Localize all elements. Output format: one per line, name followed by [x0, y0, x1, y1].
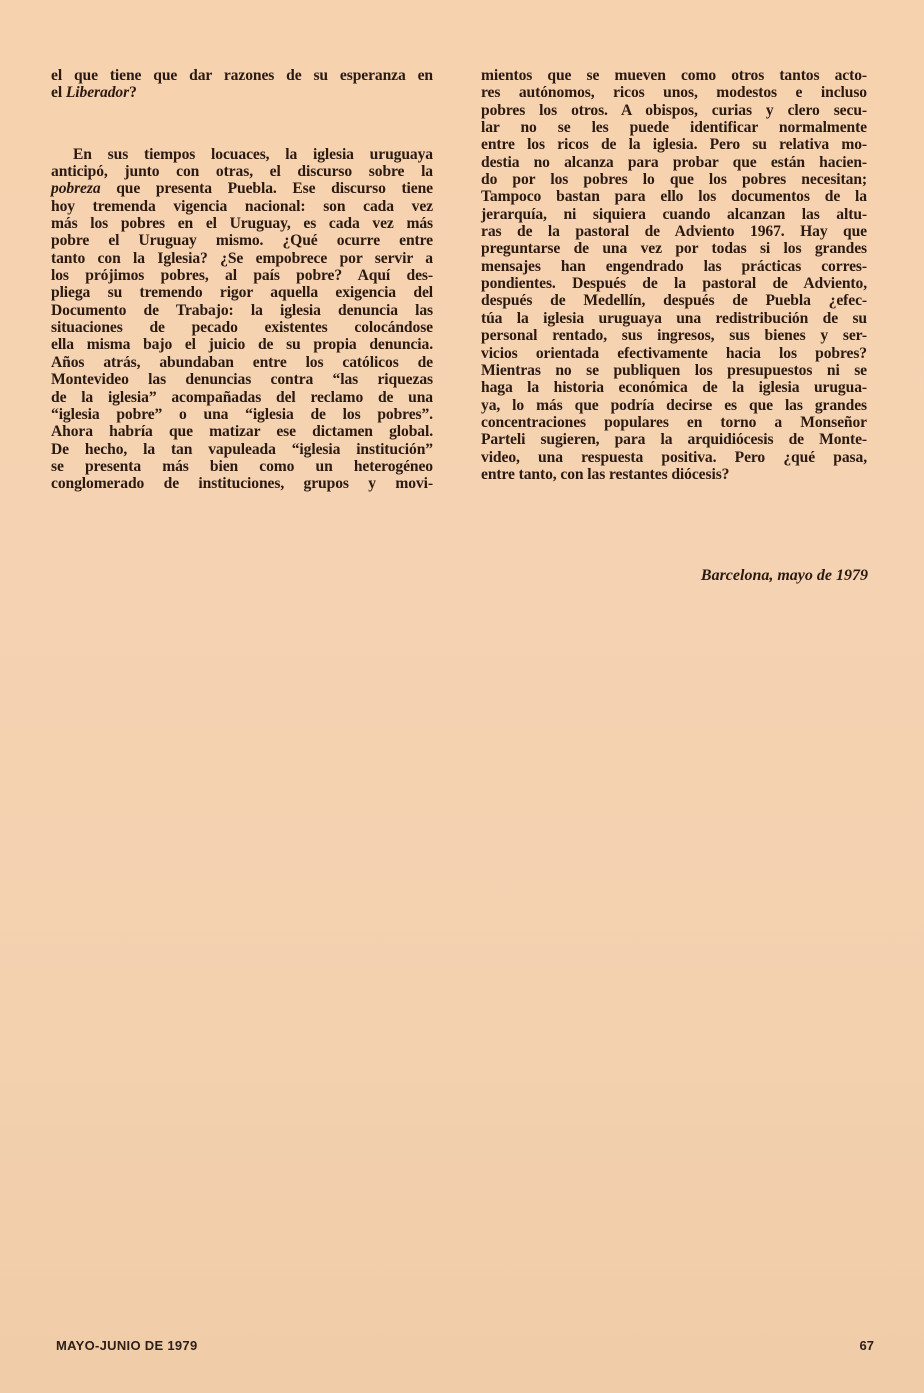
text-line	[51, 284, 433, 301]
text-line	[51, 441, 433, 458]
text-segment: anticipó, junto con otras, el discurso sobre la	[51, 163, 433, 181]
text-line	[481, 292, 867, 309]
text-line	[51, 389, 433, 406]
text-segment: tanto con la Iglesia? ¿Se empobrece por servir a	[51, 249, 433, 267]
text-segment: video, una respuesta positiva. Pero ¿qué pasa,	[481, 448, 867, 466]
text-segment: ella misma bajo el juicio de su propia denuncia.	[51, 336, 433, 354]
text-line	[51, 319, 433, 336]
text-line	[51, 180, 433, 197]
text-line	[51, 406, 433, 423]
text-segment: se presenta más bien como un heterogéneo	[51, 457, 433, 475]
text-segment: ras de la pastoral de Adviento 1967. Hay que	[481, 223, 867, 241]
text-line	[51, 215, 433, 232]
text-segment: los prójimos pobres, al país pobre? Aquí des-	[51, 267, 433, 285]
text-segment: conglomerado de instituciones, grupos y movi-	[51, 475, 433, 493]
text-segment: hoy tremenda vigencia nacional: son cada vez	[51, 197, 433, 215]
text-segment: después de Medellín, después de Puebla ¿efec-	[481, 292, 867, 310]
text-segment: En sus tiempos locuaces, la iglesia uruguaya	[73, 145, 433, 163]
text-line	[481, 258, 867, 275]
text-segment: túa la iglesia uruguaya una redistribución de su	[481, 309, 867, 327]
text-segment: jerarquía, ni siquiera cuando alcanzan las altu-	[481, 205, 867, 223]
text-segment: más los pobres en el Uruguay, es cada vez más	[51, 215, 433, 233]
text-segment: situaciones de pecado existentes colocándose	[51, 319, 433, 337]
text-segment: Mientras no se publiquen los presupuestos ni se	[481, 361, 867, 379]
text-segment: res autónomos, ricos unos, modestos e incluso	[481, 84, 867, 102]
text-line	[481, 310, 867, 327]
text-line	[481, 188, 867, 205]
text-segment: Montevideo las denuncias contra “las riquezas	[51, 371, 433, 389]
text-segment: entre los ricos de la iglesia. Pero su relativa mo-	[481, 136, 867, 154]
text-line	[481, 171, 867, 188]
text-line	[481, 327, 867, 344]
paragraph-gap	[51, 102, 433, 146]
text-segment: pobres los otros. A obispos, curias y clero secu-	[481, 101, 867, 119]
italic-text: pobreza	[51, 180, 101, 198]
text-segment: ya, lo más que podría decirse es que las grandes	[481, 396, 867, 414]
text-line	[481, 275, 867, 292]
text-line	[481, 136, 867, 153]
right-column	[481, 67, 867, 483]
text-segment: Tampoco bastan para ello los documentos de la	[481, 188, 867, 206]
text-segment: mensajes han engendrado las prácticas corres-	[481, 257, 867, 275]
text-line	[481, 223, 867, 240]
text-segment: destia no alcanza para probar que están hacien-	[481, 153, 867, 171]
text-line	[481, 154, 867, 171]
text-segment: el	[51, 84, 66, 102]
text-line	[51, 475, 433, 492]
paragraph	[51, 67, 433, 102]
footer-issue-date: MAYO-JUNIO DE 1979	[56, 1338, 198, 1353]
text-line	[51, 250, 433, 267]
text-line	[481, 379, 867, 396]
text-line	[51, 423, 433, 440]
italic-text: Liberador	[65, 84, 130, 102]
page-number: 67	[859, 1338, 874, 1353]
text-segment: mientos que se mueven como otros tantos acto-	[481, 67, 867, 84]
text-segment: do por los pobres lo que los pobres necesitan;	[481, 171, 867, 189]
text-line	[51, 67, 433, 84]
text-segment: vicios orientada efectivamente hacia los pobres?	[481, 344, 867, 362]
text-line	[51, 302, 433, 319]
text-segment: pliega su tremendo rigor aquella exigencia del	[51, 284, 433, 302]
paragraph	[481, 67, 867, 483]
paragraph	[51, 146, 433, 493]
text-line	[481, 67, 867, 84]
text-segment: haga la historia económica de la iglesia urugua-	[481, 379, 867, 397]
text-segment: que presenta Puebla. Ese discurso tiene	[100, 180, 433, 198]
text-segment: Documento de Trabajo: la iglesia denuncia las	[51, 301, 433, 319]
text-segment: preguntarse de una vez por todas si los grandes	[481, 240, 867, 258]
text-line	[51, 354, 433, 371]
text-line	[481, 102, 867, 119]
text-line	[481, 345, 867, 362]
text-segment: concentraciones populares en torno a Monseñor	[481, 413, 867, 431]
text-line	[51, 336, 433, 353]
text-segment: “iglesia pobre” o una “iglesia de los pobres”.	[51, 405, 433, 423]
text-segment: De hecho, la tan vapuleada “iglesia institución”	[51, 440, 433, 458]
text-segment: ?	[129, 84, 137, 102]
text-line	[51, 84, 433, 101]
text-line	[51, 198, 433, 215]
text-segment: Parteli sugieren, para la arquidiócesis de Monte-	[481, 431, 867, 449]
text-line	[51, 232, 433, 249]
text-line	[481, 449, 867, 466]
text-line	[481, 206, 867, 223]
text-line	[481, 431, 867, 448]
text-line	[481, 84, 867, 101]
text-line	[51, 458, 433, 475]
text-segment: lar no se les puede identificar normalmente	[481, 119, 867, 137]
left-column	[51, 67, 433, 493]
text-segment: de la iglesia” acompañadas del reclamo de una	[51, 388, 433, 406]
text-line	[481, 362, 867, 379]
text-line	[481, 397, 867, 414]
text-line	[481, 240, 867, 257]
text-line	[481, 466, 867, 483]
text-segment: pondientes. Después de la pastoral de Adviento,	[481, 275, 867, 293]
text-segment: Ahora habría que matizar ese dictamen global.	[51, 423, 433, 441]
text-segment: entre tanto, con las restantes diócesis?	[481, 465, 730, 483]
text-line	[51, 267, 433, 284]
text-segment: el que tiene que dar razones de su esperanza en	[51, 67, 433, 84]
text-segment: pobre el Uruguay mismo. ¿Qué ocurre entre	[51, 232, 433, 250]
text-line	[51, 163, 433, 180]
text-line	[51, 146, 433, 163]
text-segment: Años atrás, abundaban entre los católicos de	[51, 353, 433, 371]
signature-place-date: Barcelona, mayo de 1979	[700, 567, 868, 584]
text-segment: personal rentado, sus ingresos, sus bienes y ser-	[481, 327, 867, 345]
text-line	[481, 119, 867, 136]
text-line	[481, 414, 867, 431]
text-line	[51, 371, 433, 388]
